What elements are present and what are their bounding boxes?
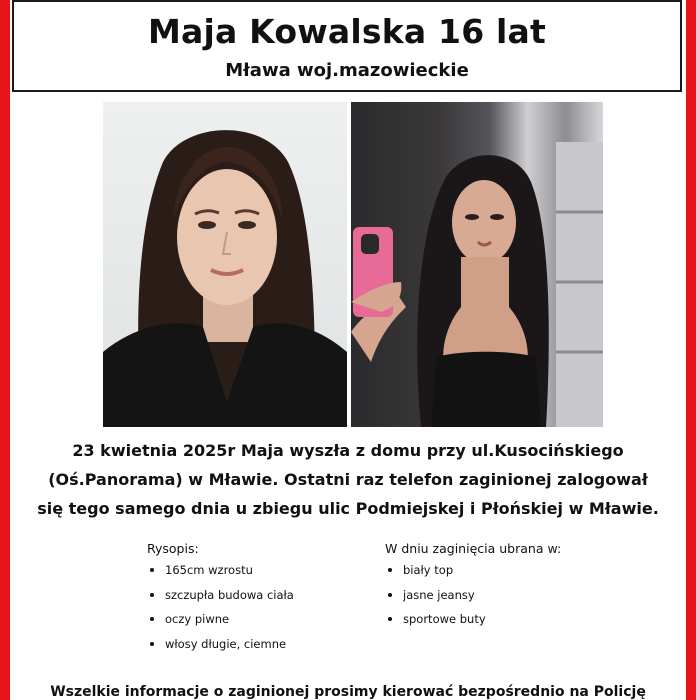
list-item (385, 585, 561, 610)
rysopis-section (147, 541, 294, 658)
clothing-heading: W dniu zaginięcia ubrana w: (385, 541, 562, 556)
rysopis-item-label: 165cm wzrostu (165, 563, 253, 577)
rysopis-heading: Rysopis: (147, 541, 199, 556)
missing-person-poster (10, 0, 686, 700)
bullet-icon (150, 568, 154, 572)
clothing-item-label: sportowe buty (403, 612, 486, 626)
clothing-list (385, 560, 561, 634)
list-item (147, 609, 294, 634)
portrait-photo (103, 102, 347, 427)
poster-location: Mława woj.mazowieckie (225, 60, 469, 81)
bullet-icon (150, 617, 154, 621)
rysopis-list (147, 560, 294, 658)
list-item (385, 609, 561, 634)
poster-title: Maja Kowalska 16 lat (147, 12, 547, 51)
description-line-1: 23 kwietnia 2025r Maja wyszła z domu przy ul.Kusocińskiego (72, 441, 624, 460)
description-line-3: się tego samego dnia u zbiegu ulic Podmiejskej i Płońskiej w Mławie. (37, 499, 659, 518)
list-item (147, 560, 294, 585)
rysopis-item-label: włosy długie, ciemne (165, 636, 287, 651)
clothing-item-label: jasne jeansy (403, 587, 475, 602)
clothing-section (385, 541, 561, 634)
poster-header (12, 0, 682, 92)
bullet-icon (150, 593, 154, 597)
clothing-item-label: biały top (403, 563, 454, 577)
description-paragraph (10, 436, 686, 523)
description-line-2: (Oś.Panorama) w Mławie. Ostatni raz telefon zaginionej zalogował (48, 470, 648, 489)
selfie-photo-drawing (351, 102, 603, 427)
rysopis-item-label: oczy piwne (165, 612, 230, 626)
portrait-photo-drawing (103, 102, 347, 427)
selfie-photo (351, 102, 603, 427)
rysopis-item-label: szczupła budowa ciała (165, 587, 294, 602)
list-item (147, 585, 294, 610)
bullet-icon (388, 568, 392, 572)
bullet-icon (388, 617, 392, 621)
bullet-icon (150, 642, 154, 646)
bullet-icon (388, 593, 392, 597)
contact-notice: Wszelkie informacje o zaginionej prosimy kierować bezpośrednio na Policję (50, 684, 646, 700)
list-item (147, 634, 294, 659)
list-item (385, 560, 561, 585)
